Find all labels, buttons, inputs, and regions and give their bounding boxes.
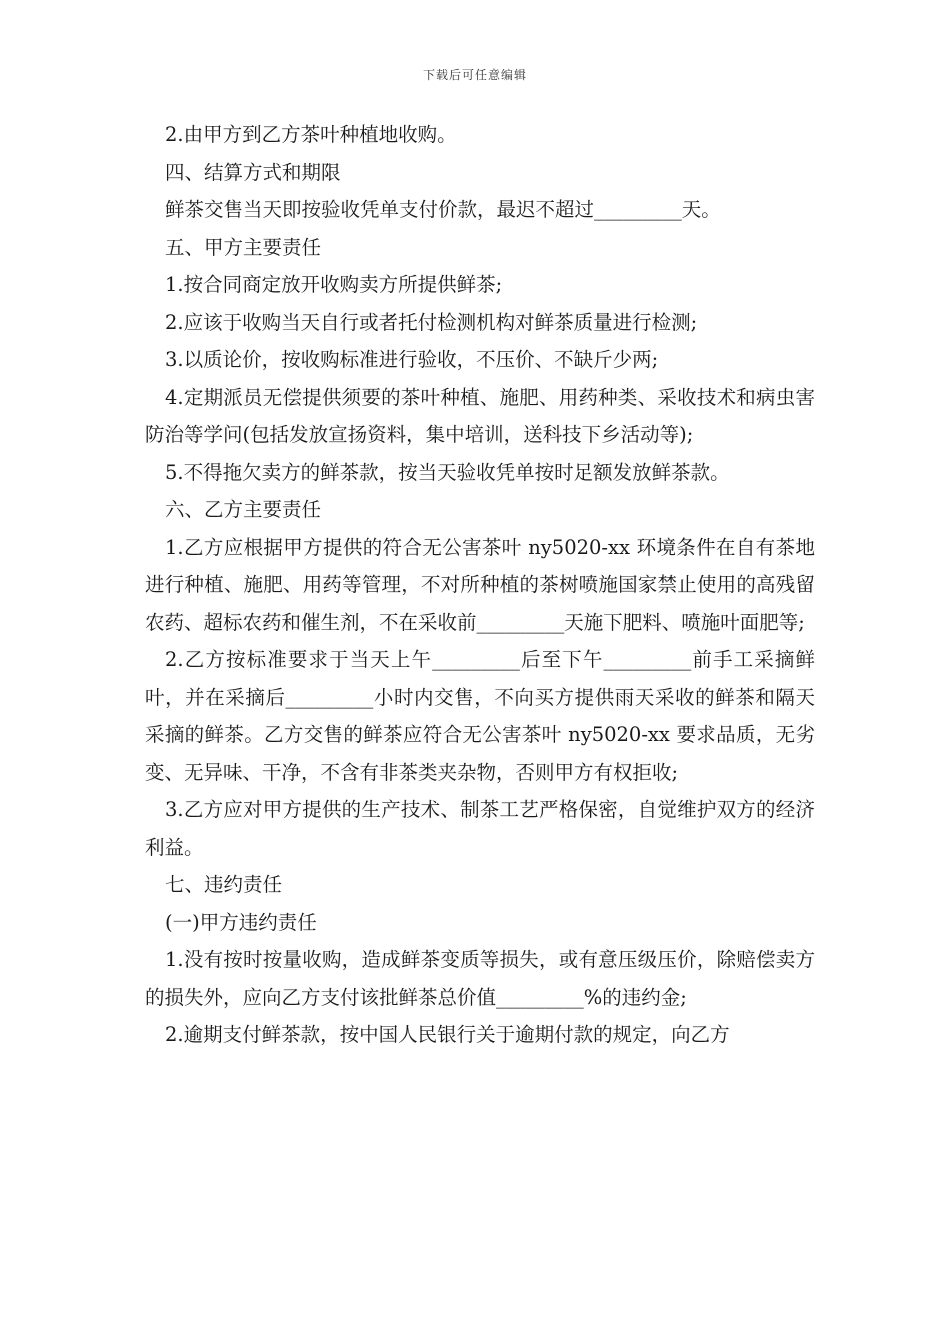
page-header: 下载后可任意编辑	[422, 68, 527, 82]
section-heading: 七、违约责任	[165, 873, 283, 896]
paragraph: 1.乙方应根据甲方提供的符合无公害茶叶 ny5020-xx 环境条件在自有茶地进行种植、施肥、用药等管理，不对所种植的茶树喷施国家禁止使用的高残留农药、超标农药和催生剂，不在采收前_________天施下肥料、喷施叶面肥等;	[145, 535, 815, 634]
paragraph: 2.乙方按标准要求于当天上午_________后至下午_________前手工采摘鲜叶，并在采摘后_________小时内交售，不向买方提供雨天采收的鲜茶和隔天采摘的鲜茶。乙方交售的鲜茶应符合无公害茶叶 ny5020-xx 要求品质，无劣变、无异味、干净，不含有非茶类夹杂物，否则甲方有权拒收;	[145, 648, 815, 784]
paragraph: 4.定期派员无偿提供须要的茶叶种植、施肥、用药种类、采收技术和病虫害防治等学问(包括发放宣扬资料，集中培训，送科技下乡活动等);	[145, 385, 815, 446]
paragraph: 鲜茶交售当天即按验收凭单支付价款，最迟不超过_________天。	[165, 198, 721, 221]
paragraph: 2.由甲方到乙方茶叶种植地收购。	[165, 123, 457, 146]
section-heading: 五、甲方主要责任	[165, 235, 322, 259]
paragraph: 1.没有按时按量收购，造成鲜茶变质等损失，或有意压级压价，除赔偿卖方的损失外，应向乙方支付该批鲜茶总价值_________%的违约金;	[145, 948, 815, 1009]
subsection-heading: (一)甲方违约责任	[165, 910, 317, 934]
section-heading: 六、乙方主要责任	[165, 498, 322, 521]
paragraph: 5.不得拖欠卖方的鲜茶款，按当天验收凭单按时足额发放鲜茶款。	[165, 460, 730, 484]
paragraph: 3.以质论价，按收购标准进行验收，不压价、不缺斤少两;	[165, 348, 659, 371]
paragraph: 1.按合同商定放开收购卖方所提供鲜茶;	[165, 273, 503, 296]
paragraph: 3.乙方应对甲方提供的生产技术、制茶工艺严格保密，自觉维护双方的经济利益。	[145, 798, 815, 859]
document-body	[145, 116, 815, 1054]
paragraph: 2.应该于收购当天自行或者托付检测机构对鲜茶质量进行检测;	[165, 310, 698, 334]
paragraph: 2.逾期支付鲜茶款，按中国人民银行关于逾期付款的规定，向乙方	[165, 1023, 730, 1046]
section-heading: 四、结算方式和期限	[165, 160, 341, 184]
